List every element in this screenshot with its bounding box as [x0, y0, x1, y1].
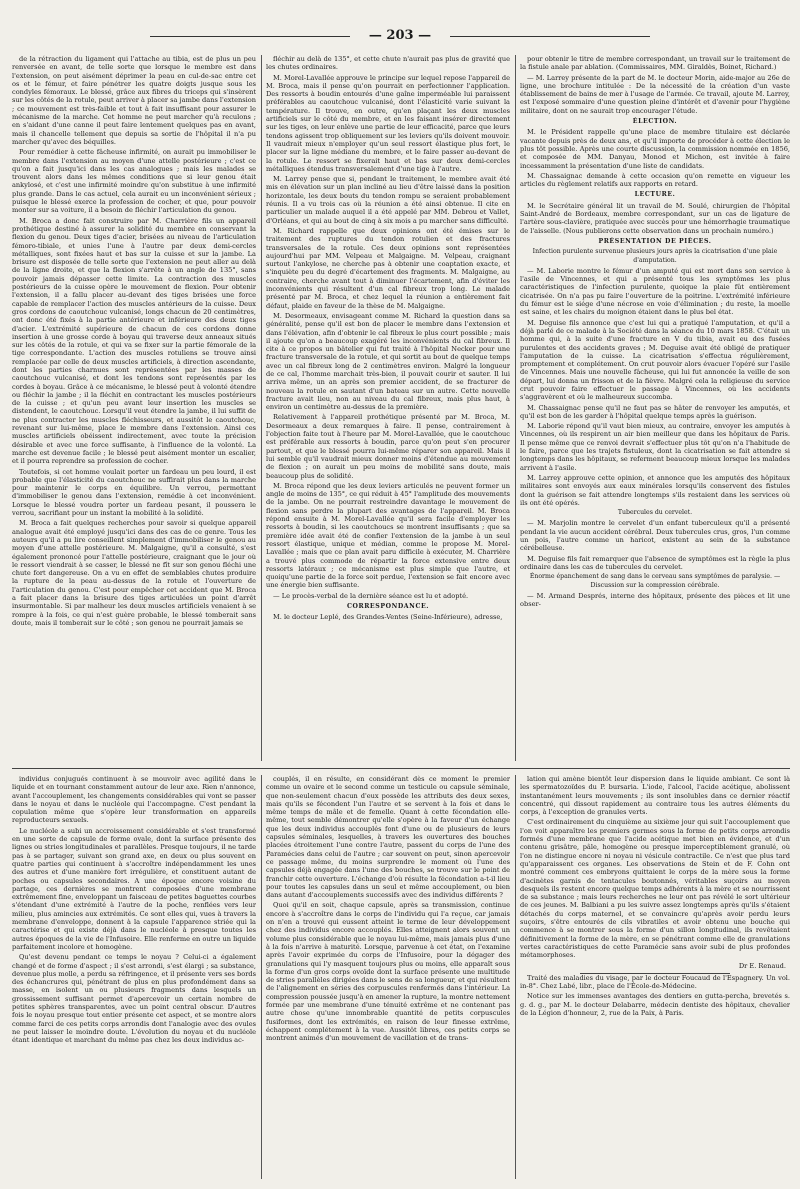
author-signature: Dr E. Renaud. — [738, 961, 786, 970]
subheading-epanchement: Énorme épanchement de sang dans le cerveau sans symptômes de paralysie. — Discussion sur la compression cérébrale. — [529, 573, 781, 589]
paragraph: — M. Armand Després, interne des hôpitaux, présente des pièces et lit une obser- — [520, 591, 790, 609]
page-number: — 203 — — [368, 28, 432, 43]
paragraph: M. Broca répond que les deux leviers articulés ne peuvent former un angle de moins de 135°, ce qui réduit à 45° l'amplitude des mouvements de la jambe. On ne pourrait restreindre davantage le mouvement de flexion sans perdre la plupart des avantages de l'appareil. M. Broca répond ensuite à M. Morel-Lavallée qu'il sera facile d'employer les ressorts à boudin, si les caoutchoucs se montrent insuffisants ; que sa première idée avait été de confier l'extension de la jambe à un seul ressort élastique, unique et médian, comme le propose M. Morel-Lavallée ; mais que ce plan avait paru difficile à exécuter, M. Charrière a trouvé plus commode de répartir la force extensive entre deux ressorts latéraux ; ce mécanisme est plus simple que l'autre, et quoiqu'une partie de la force soit perdue, l'extension se fait encore avec une énergie bien suffisante. — [266, 481, 510, 590]
column-4 — [12, 775, 256, 1180]
paragraph: M. Larrey pense que si, pendant le traitement, le membre avait été mis en élévation sur un plan incliné au lieu d'être laissé dans la position horizontale, les deux bouts du tendon rompu se seraient probablement réunis. Il a vu trois cas où la réunion a été ainsi obtenue. Il cite en particulier un malade auquel il a été appelé par MM. Debrou et Vallet, d'Orléans, et qui au bout de cinq à six mois a pu marcher sans difficulté. — [266, 175, 510, 225]
paragraph: M. Morel-Lavallée approuve le principe sur lequel repose l'appareil de M. Broca, mais il pense qu'on pourrait en perfectionner l'application. Des ressorts à boudin entourés d'une gaîne imperméable lui paraissent préférables au caoutchouc vulcanisé, dont l'élasticité varie suivant la température. Il trouve, en outre, qu'en plaçant les deux muscles artificiels sur le côté du membre, et en les faisant insérer directement sur les tiges, on leur enlève une partie de leur efficacité, parce que leurs tendons agissent trop obliquement sur les leviers qu'ils doivent mouvoir. Il vaudrait mieux n'employer qu'un seul ressort élastique plus fort, le placer sur la ligne médiane du membre, et le faire passer au-devant de la rotule. Le ressort se fixerait haut et bas sur deux demi-cercles métalliques étendus transversalement d'une tige à l'autre. — [266, 73, 510, 173]
paragraph: — Le procès-verbal de la dernière séance est lu et adopté. — [273, 591, 469, 600]
section-heading-lecture: LECTURE. — [634, 191, 676, 199]
paragraph: — M. Larrey présente de la part de M. le docteur Morin, aide-major au 26e de ligne, une brochure intitulée : De la nécessité de la création d'un vaste établissement de bains de mer à l'usage de l'armée. Ce travail, ajoute M. Larrey, est l'exposé sommaire d'une question pleine d'intérêt et d'avenir pour l'hygiène militaire, dont on ne saurait trop encourager l'étude. — [520, 73, 790, 115]
paragraph: Pour remédier à cette fâcheuse infirmité, on aurait pu immobiliser le membre dans l'extension au moyen d'une attelle postérieure ; c'est ce qu'on a fait jusqu'ici dans les cas analogues ; mais les malades se trouvent alors dans les mêmes conditions que si leur genou était ankylosé, et c'est une infirmité moindre qu'on substitue à une infirmité plus grande. Dans le cas actuel, cela aurait eu un inconvénient sérieux ; puisque le blessé exerce la profession de cocher, et que, pour pouvoir monter sur sa voiture, il a besoin de fléchir l'articulation du genou. — [12, 148, 256, 215]
paragraph: M. Chassaignac pense qu'il ne faut pas se hâter de renvoyer les amputés, et qu'il est bon de les garder à l'hôpital quelque temps après la guérison. — [520, 403, 790, 420]
paragraph: M. Desormeaux, envisageant comme M. Richard la question dans sa généralité, pense qu'il est bon de placer le membre dans l'extension et dans l'élévation, afin d'obtenir le cal fibreux le plus court possible ; mais il ajoute qu'on a beaucoup exagéré les inconvénients du cal fibreux. Il cite à ce propos un bâtelier qui fut traité à l'hôpital Necker pour une fracture transversale de la rotule, et qui sortit au bout de quelque temps avec un cal fibreux long de 2 centimètres environ. Malgré la longueur de ce cal, l'homme marchait très-bien, il pouvait courir et sauter. Il lui arriva même, un an après son premier accident, de se fracturer de nouveau la rotule en sautant d'un bateau sur un autre. Cette nouvelle fracture avait lieu, non au niveau du cal fibreux, mais plus haut, à environ un centimètre au-dessus de la première. — [266, 311, 510, 412]
paragraph: Relativement à l'appareil prothétique présenté par M. Broca, M. Desormeaux a deux remarques à faire. Il pense, contrairement à l'objection faite tout à l'heure par M. Morel-Lavallée, que le caoutchouc est préférable aux ressorts à boudin, parce qu'on peut s'en procurer partout, et que le blessé pourra lui-même réparer son appareil. Mais il lui semble qu'il vaudrait mieux donner moins d'étendue au mouvement de flexion ; on aurait un peu moins de mobilité sans doute, mais beaucoup plus de solidité. — [266, 413, 510, 480]
paragraph: M. Deguise fils fait remarquer que l'absence de symptômes est la règle la plus ordinaire dans les cas de tubercules du cervelet. — [520, 554, 790, 571]
paragraph: Quoi qu'il en soit, chaque capsule, après sa transmission, continue encore à s'accroître dans le corps de l'individu qui l'a reçue, car jamais on n'en a trouvé qui eussent atteint le terme de leur développement chez des individus encore accouplés. Elles atteignent alors souvent un volume plus considérable que le noyau lui-même, mais jamais plus d'une à la fois n'arrive à maturité. Lorsque, parvenue à cet état, on l'examine après l'avoir exprimée du corps de l'Infusoire, pour la dégager des granulations qui l'y masquent toujours plus ou moins, elle apparaît sous la forme d'un gros corps ovoïde dont la surface présente une multitude de stries parallèles dirigées dans le sens de sa longueur, et qui résultent de l'alignement en séries des corpuscules renfermés dans l'intérieur. La compression poussée jusqu'à en amener la rupture, la montre nettement formée par une membrane d'une ténuité extrême et ne contenant pas autre chose qu'une innombrable quantité de petits corpuscules fusiformes, dont les extrémités, en raison de leur finesse extrême, échappent complétement à la vue. Aussitôt libres, ces petits corps se montrent animés d'un mouvement de vacillation et de trans- — [266, 901, 510, 1043]
subheading-tubercules: Tubercules du cervelet. — [617, 509, 693, 517]
paragraph: M. Broca a fait quelques recherches pour savoir si quelque appareil analogue avait été employé jusqu'ici dans des cas de ce genre. Tous les auteurs qu'il a pu lire conseillent simplement d'immobiliser le genou au moyen d'une attelle postérieure. M. Malgaigne, qu'il a consulté, s'est également prononcé pour l'attelle postérieure, craignant que le jour où le ressort viendrait à se casser, le blessé ne fît sur son genou fléchi une chute fort dangereuse. On a vu en effet de semblables chutes produire la rupture de la peau au-dessus de la rotule et l'ouverture de l'articulation du genou. C'est pour empêcher cet accident que M. Broca a fait placer dans la brisure des tiges articulées un point d'arrêt insurmontable. Si par malheur les deux muscles artificiels venaient à se rompre à la fois, ce qui n'est guère probable, le blessé tomberait sans doute, mais il tomberait sur le côté ; son genou ne pourrait jamais se — [12, 519, 256, 627]
paragraph: Toutefois, si cet homme voulait porter un fardeau un peu lourd, il est probable que l'élasticité du caoutchouc ne suffirait plus dans la marche pour maintenir le corps en équilibre. Un verrou, permettant d'immobiliser le genou dans l'extension, remédie à cet inconvénient. Lorsque le blessé voudra porter un fardeau pesant, il poussera le verrou, sacrifiant pour un instant la mobilité à la solidité. — [12, 467, 256, 518]
column-divider — [261, 55, 262, 761]
column-2 — [266, 55, 510, 763]
section-heading-presentation: PRÉSENTATION DE PIÈCES. — [598, 237, 712, 245]
paragraph: Qu'est devenu pendant ce temps le noyau ? Celui-ci a également changé et de forme d'aspect ; il s'est arrondi, s'est élargi ; sa substance, devenue plus molle, a perdu sa réfringence, et il présente vers ses bords des échancrures qui, pénétrant de plus en plus profondément dans sa masse, en isolent un ou plusieurs fragments dans lesquels un grossissement suffisant permet d'apercevoir un certain nombre de petites sphères transparentes, avec un point central obscur. D'autres fois le noyau presque tout entier présente cet aspect, et se montre alors comme farci de ces petits corps arrondis dont l'analogie avec des ovules ne peut laisser le moindre doute. L'évolution du noyau et du nucléole étant identique et marchant du même pas chez les deux individus ac- — [12, 953, 256, 1045]
column-divider — [515, 775, 516, 1179]
paragraph: M. Deguise fils annonce que c'est lui qui a pratiqué l'amputation, et qu'il a déjà parlé de ce malade à la Société dans la séance du 10 mars 1858. C'était un homme qui, à la suite d'une fracture en V du tibia, avait eu des fusées purulentes et des accidents graves ; M. Deguise avait été obligé de pratiquer l'amputation de la cuisse. La cicatrisation s'effectua régulièrement, promptement et complétement. On crut pouvoir alors évacuer l'opéré sur l'asile de Vincennes. Mais une nouvelle fâcheuse, qui lui fut annoncée la veille de son départ, lui donna un frisson et de la fièvre. Malgré cela la religieuse du service crut pouvoir faire effectuer le passage à Vincennes, où les accidents s'aggravèrent et où le malheureux succomba. — [520, 318, 790, 402]
paragraph: de la rétraction du ligament qui l'attache au tibia, est de plus un peu renversée en avant, de telle sorte que lorsque le membre est dans l'extension, on peut aisément déprimer la peau en cul-de-sac entre cet os et le fémur, et faire pénétrer les quatre doigts jusque sous les condyles fémoraux. Le blessé, grâce aux fibres du triceps qui s'insèrent sur les côtés de la rotule, peut arriver à placer sa jambe dans l'extension ; ce mouvement est très-faible et tout à fait insuffisant pour assurer le mécanisme de la marche. Cet homme ne peut marcher qu'à reculons ; en s'aidant d'une canne il peut faire lentement quelques pas en avant, mais il chancelle tellement que depuis sa sortie de l'hôpital il n'a pu marcher qu'avec des béquilles. — [12, 55, 256, 146]
paragraph: M. le docteur Leplé, des Grandes-Ventes (Seine-Inférieure), adresse, — [273, 613, 503, 622]
paragraph: C'est ordinairement du cinquième au sixième jour qui suit l'accouplement que l'on voit apparaître les premiers germes sous la forme de petits corps arrondis formés d'une membrane que l'acide acétique met bien en évidence, et d'un contenu grisâtre, pâle, homogène ou presque imperceptiblement granulé, où l'on ne distingue encore ni noyau ni vésicule contractile. Ce n'est que plus tard qu'apparaissent ces organes. Les observations de Stein et de F. Cohn ont montré comment ces embryons quittaient le corps de la mère sous la forme d'acinètes garnis de tentacules boutonnés, véritables suçoirs au moyen desquels ils restent encore quelque temps adhérents à la mère et se nourrissent de sa substance ; mais leurs recherches ne leur ont pas révélé le sort ultérieur de ces jeunes. M. Balbiani a pu les suivre assez longtemps après qu'ils s'étaient détachés du corps maternel, et se convaincre qu'après avoir perdu leurs suçoirs, s'être entourés de cils vibratiles et avoir obtenu une bouche qui commence à se montrer sous la forme d'un sillon longitudinal, ils revêtaient définitivement la forme de la mère, en se pénétrant comme elle de granulations vertes caractéristiques de cette Paramécie sans avoir subi de plus profondes métamorphoses. — [520, 818, 790, 960]
column-divider — [515, 55, 516, 761]
column-1 — [12, 55, 256, 763]
column-6 — [520, 775, 790, 1180]
paragraph: M. Richard rappelle que deux opinions ont été émises sur le traitement des ruptures du tendon rotulien et des fractures transversales de la rotule. Ces deux opinions sont représentées aujourd'hui par MM. Velpeau et Malgaigne. M. Velpeau, craignant surtout l'ankylose, ne cherche pas à obtenir une coaptation exacte, et s'inquiète peu du degré d'écartement des fragments. M. Malgaigne, au contraire, cherche avant tout à diminuer l'écartement, afin d'éviter les inconvénients qui résultent d'un cal fibreux trop long. Le malade présenté par M. Broca, et chez lequel la réunion a entièrement fait défaut, plaide en faveur de la thèse de M. Malgaigne. — [266, 226, 510, 310]
paragraph: M. Broca a donc fait construire par M. Charrière fils un appareil prothétique destiné à assurer la solidité du membre en conservant la flexion du genou. Deux tiges d'acier, brisées au niveau de l'articulation fémoro-tibiale, et unies l'une à l'autre par deux demi-cercles métalliques, sont fixées haut et bas sur la cuisse et sur la jambe. La brisure est disposée de telle sorte que l'extension ne peut aller au delà de la ligne droite, et que la flexion s'arrête à un angle de 135°, sans pouvoir jamais dépasser cette limite. La contraction des muscles postérieurs de la cuisse opère le mouvement de flexion. Pour obtenir l'extension, il a fallu placer au-devant des tiges brisées une force capable de remplacer l'action des muscles antérieurs de la cuisse. Deux gros cordons de caoutchouc vulcanisé, longs chacun de 20 centimètres, ont donc été fixés à la partie antérieure et inférieure des deux tiges d'acier. L'extrémité supérieure de chacun de ces cordons donne insertion à une grosse corde à boyau qui traverse deux anneaux situés sur les côtés de la rotule, et qui va se fixer sur la partie fémorale de la tige correspondante. L'action des muscles rotuliens se trouve ainsi remplacée par celle de deux muscles artificiels, à direction ascendante, dont les parties charnues sont représentées par les masses de caoutchouc vulcanisé, et dont les tendons sont représentés par les cordes à boyau. Grâce à ce mécanisme, le blessé peut à volonté étendre ou fléchir la jambe ; il la fléchit en contractant les muscles postérieurs de la cuisse ; et qu'un peu avant leur insertion les muscles se distendent, le caoutchouc. Lorsqu'il veut étendre la jambe, il lui suffit de ne plus contracter les muscles fléchisseurs, et aussitôt le caoutchouc, revenant sur lui-même, place le membre dans l'extension. Ainsi ces muscles artificiels obéissent indirectement, avec toute la précision désirable et avec une force suffisante, à l'influence de la volonté. La marche est devenue facile ; le blessé peut aisément monter un escalier, et il pourra reprendre sa profession de cocher. — [12, 216, 256, 466]
book-notice: Notice sur les immenses avantages des dentiers en gutta-percha, brevetés s. g. d. g., par M. le docteur Delabarre, médecin dentiste des hôpitaux, chevalier de la Légion d'honneur, 2, rue de la Paix, à Paris. — [520, 992, 790, 1018]
paragraph: — M. Marjolin montre le cervelet d'un enfant tuberculeux qu'il a présenté pendant la vie aucun accident cérébral. Deux tubercules crus, gros, l'un comme un pois, l'autre comme un haricot, existent au sein de la substance cérébelleuse. — [520, 519, 790, 553]
column-5 — [266, 775, 510, 1180]
header-rule-right — [450, 36, 650, 37]
section-heading-election: ÉLECTION. — [632, 118, 678, 126]
page-header — [0, 22, 800, 46]
column-3 — [520, 55, 790, 763]
paragraph: M. le Secrétaire général lit un travail de M. Soulé, chirurgien de l'hôpital Saint-André de Bordeaux, membre correspondant, sur un cas de ligature de l'artère sous-clavière, pratiquée avec succès pour une hémorrhagie traumatique de l'aisselle. (Nous publierons cette observation dans un prochain numéro.) — [520, 201, 790, 235]
book-notice: Traité des maladies du visage, par le docteur Foucaud de l'Espagnery. Un vol. in-8°. Chez Labé, libr., place de l'École-de-Médecine. — [520, 973, 790, 991]
paragraph: M. Larrey approuve cette opinion, et annonce que les amputés des hôpitaux militaires sont envoyés aux eaux minérales lorsqu'ils conservent des fistules dont la guérison se fait attendre longtemps s'ils restaient dans les services où ils ont été opérés. — [520, 473, 790, 507]
paragraph: M. Laborie répond qu'il vaut bien mieux, au contraire, envoyer les amputés à Vincennes, où ils respirent un air bien meilleur que dans les hôpitaux de Paris. Il pense même que ce renvoi devrait s'effectuer plus tôt qu'on n'a l'habitude de le faire, parce que les trajets fistuleux, dont la cicatrisation se fait attendre si longtemps dans les hôpitaux, se referment beaucoup mieux lorsque les malades arrivent à l'asile. — [520, 422, 790, 472]
paragraph: individus conjugués continuent à se mouvoir avec agilité dans le liquide et en tournant constamment autour de leur axe. Rien n'annonce, avant l'accouplement, les changements considérables qui vont se passer dans le noyau et dans le nucléole qui l'accompagne. C'est pendant la copulation même que s'opère leur transformation en appareils reproducteurs sexuels. — [12, 775, 256, 825]
paragraph: pour obtenir le titre de membre correspondant, un travail sur le traitement de la fistule anale par ablation. (Commissaires, MM. Giraldès, Boinet, Richard.) — [520, 55, 790, 72]
notice-divider — [580, 973, 730, 974]
section-heading-correspondance: CORRESPONDANCE. — [346, 603, 430, 610]
paragraph: M. Chassaignac demande à cette occasion qu'on remette en vigueur les articles du règlement relatifs aux rapports en retard. — [520, 171, 790, 189]
paragraph: M. le Président rappelle qu'une place de membre titulaire est déclarée vacante depuis près de deux ans, et qu'il importe de procéder à cette élection le plus tôt possible. Après une courte discussion, la commission nommée en 1856, et composée de MM. Danyau, Monod et Michon, est invitée à faire incessamment la présentation d'une liste de candidats. — [520, 128, 790, 170]
column-divider — [261, 775, 262, 1179]
paragraph: couplés, il en résulte, en considérant dès ce moment le premier comme un ovaire et le second comme un testicule ou capsule séminale, que non-seulement chacun d'eux possède les attributs des deux sexes, mais qu'ils se fécondent l'un l'autre et se servent à la fois et dans le même temps de mâle et de femelle. Quant à cette fécondation elle-même, tout semble démontrer qu'elle s'opère à la faveur d'un échange que les deux individus accouplés font d'une ou de plusieurs de leurs capsules séminales, lesquelles, à travers les ouvertures des bouches placées étroitement l'une contre l'autre, passent du corps de l'une des Paramécies dans celui de l'autre ; car souvent on peut, sinon apercevoir ce passage même, du moins surprendre le moment où l'une des capsules déjà engagée dans l'une des bouches, se trouve sur le point de franchir cette ouverture. L'échange d'où résulte la fécondation a-t-il lieu pour toutes les capsules dans un seul et même accouplement, ou bien dans autant d'accouplements successifs avec des individus différents ? — [266, 775, 510, 900]
section-divider — [12, 768, 790, 769]
subheading-infection: Infection purulente survenue plusieurs jours après la cicatrisation d'une plaie d'amputation. — [532, 248, 778, 264]
paragraph: Le nucléole a subi un accroissement considérable et s'est transformé en une sorte de capsule de forme ovale, dont la surface présente des lignes ou stries longitudinales et parallèles. Presque toujours, il ne tarde pas à se partager, suivant son grand axe, en deux ou plus souvent en quatre parties qui continuent à s'accroître indépendamment les unes des autres et d'une manière fort irrégulière, et constituent autant de poches ou capsules secondaires. A une époque encore voisine du partage, ces dernières se montrent composées d'une membrane extrêmement fine, enveloppant un faisceau de petites baguettes courbes s'étendant d'une extrémité à l'autre de la poche, renflées vers leur milieu, plus amincies aux extrémités. Ce sont elles qui, vues à travers la membrane d'enveloppe, donnent à la capsule l'apparence striée qui la caractérise et qui existe déjà dans le nucléole à presque toutes les autres époques de la vie de l'Infusoire. Elle renferme en outre un liquide parfaitement incolore et homogène. — [12, 826, 256, 951]
paragraph: fléchir au delà de 135°, et cette chute n'aurait pas plus de gravité que les chutes ordinaires. — [266, 55, 510, 72]
paragraph: lation qui amène bientôt leur dispersion dans le liquide ambiant. Ce sont là les spermatozoïdes du P. bursaria. L'iode, l'alcool, l'acide acétique, abolissent instantanément leurs mouvements ; ils sont insolubles dans ce dernier réactif concentré, qui dissout rapidement au contraire tous les autres éléments du corps, à l'exception de granules verts. — [520, 775, 790, 817]
paragraph: — M. Laborie montre le fémur d'un amputé qui est mort dans son service à l'asile de Vincennes, et qui a présenté tous les symptômes les plus caractéristiques de l'infection purulente, quoique la plaie fût entièrement cicatrisée. On n'a pas pu faire l'ouverture de la poitrine. L'extrémité inférieure du fémur est le siége d'une nécrose en voie d'élimination ; du reste, la moelle est saine, et les chairs du moignon étaient dans le plus bel état. — [520, 266, 790, 317]
